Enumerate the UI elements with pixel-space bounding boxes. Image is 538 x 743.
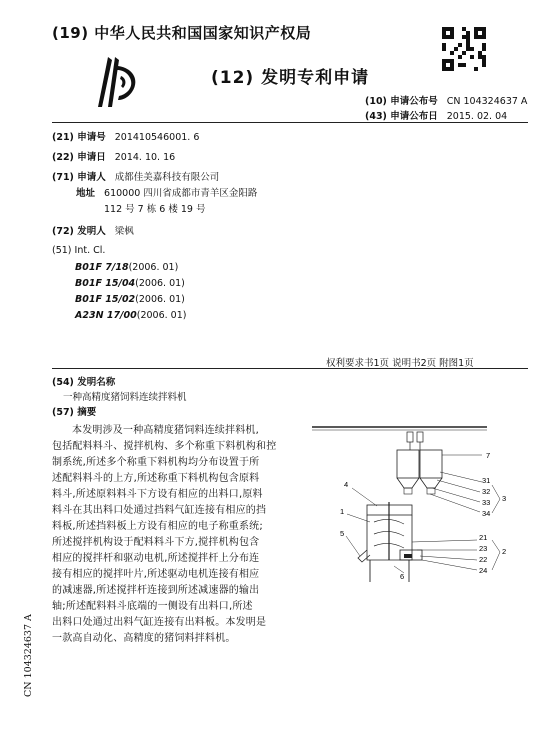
class-version: (2006. 01) [135,278,185,289]
figure-label: 34 [482,509,491,518]
qr-module [470,55,474,59]
qr-module [482,47,486,51]
figure-label: 33 [482,498,491,507]
abstract-line: 本发明涉及一种高精度猪饲料连续拌料机, [72,425,259,436]
class-code: A23N 17/00 [75,310,137,321]
class-version: (2006. 01) [135,294,185,305]
class-version: (2006. 01) [136,310,187,321]
class-row [75,294,185,305]
class-code: B01F 15/02 [75,294,136,305]
abstract-body [52,423,297,647]
address-row [76,185,257,199]
abstract-line: 包括配料料斗、搅拌机构、多个称重下料机构和控 [52,441,277,452]
pages-info: 权利要求书1页 说明书2页 附图1页 [326,358,474,369]
invention-title: 一种高精度猪饲料连续拌料机 [63,392,187,403]
figure-label: 6 [400,572,405,581]
app-date-row [52,149,175,163]
figure-label: 2 [502,547,507,556]
abstract-line: 料斗,所述原料料斗下方设有相应的出料口,原料 [52,489,263,500]
class-row [75,310,186,321]
class-code: B01F 7/18 [75,262,129,273]
abstract-line: 轴;所述配料料斗底端的一侧设有出料口,所述 [52,601,253,612]
figure-label: 23 [479,544,488,553]
pub-no: CN 104324637 A [446,96,528,107]
app-date-label: (22) 申请日 [52,152,106,163]
qr-module [458,55,462,59]
qr-module [450,51,454,55]
pub-date: 2015. 02. 04 [446,111,508,122]
qr-module [462,51,466,55]
applicant-row [52,169,219,183]
class-row [75,278,185,289]
address-line1: 610000 四川省成都市青羊区金阳路 [104,188,258,199]
intcl-label: (51) Int. Cl. [52,245,106,256]
app-no: 201410546001. 6 [114,132,200,143]
figure-label: 7 [486,451,491,460]
qr-module [450,67,454,71]
class-code: B01F 15/04 [75,278,136,289]
qr-module [450,35,454,39]
abstract-line: 出料口处通过出料气缸连接有出料板。本发明是 [52,617,267,628]
pub-no-label: (10) 申请公布号 [365,96,438,107]
class-version: (2006. 01) [128,262,179,273]
figure-label: 1 [340,507,345,516]
inventor: 梁枫 [114,226,134,237]
qr-module [482,63,486,67]
inventor-row [52,223,134,237]
section-divider [52,368,528,369]
qr-module [482,35,486,39]
office-emblem-icon [88,52,148,112]
abstract-line: 制系统,所述多个称重下料机构均分布设置于所 [52,457,260,468]
figure-label: 3 [502,494,507,503]
figure-label: 31 [482,476,491,485]
figure-label: 24 [479,566,488,575]
pub-no-row [365,93,527,107]
figure-label: 21 [479,533,488,542]
address-label: 地址 [76,188,96,199]
abstract-line: 接有相应的搅拌叶片,所述驱动电机连接有相应 [52,569,260,580]
abstract-line: 的减速器,所述搅拌杆连接到所述减速器的输出 [52,585,260,596]
office-name: (19) 中华人民共和国国家知识产权局 [52,24,312,42]
abstract-line: 料斗在其出料口处通过挡料气缸连接有相应的挡 [52,505,267,516]
figure-label: 22 [479,555,488,564]
figure-label: 32 [482,487,491,496]
abstract-line: 述配料料斗的上方,所述称重下料机构包含原料 [52,473,260,484]
pub-date-label: (43) 申请公布日 [365,111,438,122]
qr-module [454,47,458,51]
pub-date-row [365,108,507,122]
abstract-label: (57) 摘要 [52,407,97,418]
inventor-label: (72) 发明人 [52,226,106,237]
qr-code-icon [442,27,486,71]
abstract-figure [312,410,522,590]
applicant: 成都佳美嘉科技有限公司 [114,172,220,183]
raw-hopper-left [397,450,419,478]
title-label: (54) 发明名称 [52,377,116,388]
abstract-line: 一款高自动化、高精度的猪饲料拌料机。 [52,633,236,644]
app-date: 2014. 10. 16 [114,152,176,163]
class-row [75,262,178,273]
raw-hopper-right [420,450,442,478]
applicant-label: (71) 申请人 [52,172,106,183]
qr-module [474,67,478,71]
qr-module [442,47,446,51]
document-type: (12) 发明专利申请 [211,68,370,88]
abstract-line: 料板,所述挡料板上方设有相应的电子称重系统; [52,521,263,532]
qr-module [470,47,474,51]
app-no-row [52,129,199,143]
figure-label: 5 [340,529,345,538]
abstract-line: 相应的搅拌杆和驱动电机,所述搅拌杆上分布连 [52,553,260,564]
app-no-label: (21) 申请号 [52,132,106,143]
header-divider [52,122,528,123]
abstract-line: 所述搅拌机构设于配料料斗下方,搅拌机构包含 [52,537,260,548]
figure-label: 4 [344,480,349,489]
qr-module [462,63,466,67]
side-code: CN 104324637 A [23,614,34,697]
address-line2: 112 号 7 栋 6 楼 19 号 [104,204,206,215]
qr-module [458,43,462,47]
